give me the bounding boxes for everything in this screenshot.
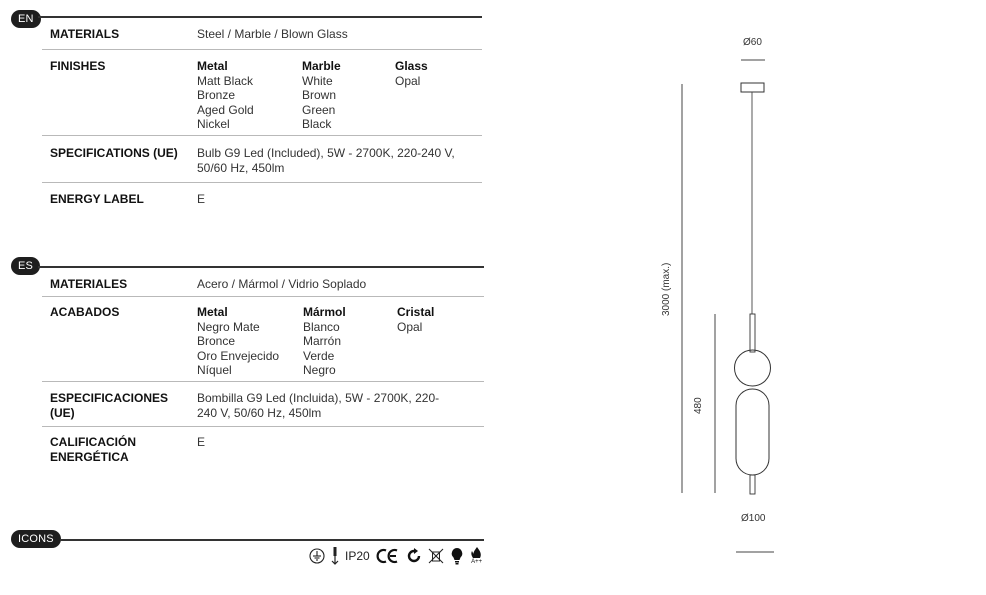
class-one-earth-icon (309, 548, 325, 564)
finish-item: Negro Mate (197, 319, 260, 334)
section-tag-en: EN (11, 10, 41, 28)
section-rule-en (38, 16, 482, 18)
calificacion-value: E (197, 435, 206, 449)
row-divider (42, 135, 482, 136)
finish-head: Marble (302, 59, 341, 73)
finish-item: White (302, 73, 333, 88)
specifications-label: SPECIFICATIONS (UE) (50, 146, 178, 160)
finish-item: Marrón (303, 334, 342, 348)
section-rule-es (38, 266, 484, 268)
row-divider (42, 426, 484, 427)
label-line: ENERGÉTICA (50, 449, 129, 464)
finish-item: Verde (303, 348, 335, 363)
materiales-value: Acero / Mármol / Vidrio Soplado (197, 277, 367, 291)
finish-column-marble (302, 59, 341, 132)
spec-line: 50/60 Hz, 450lm (197, 160, 285, 175)
finish-item: Matt Black (197, 73, 254, 88)
ce-mark-icon (376, 548, 400, 564)
energy-class-icon (470, 547, 484, 565)
acabado-column-marmol (303, 305, 346, 378)
finish-head: Glass (395, 59, 428, 73)
finish-item: Opal (395, 73, 421, 88)
finish-column-metal (197, 59, 254, 132)
weee-bin-icon (428, 548, 444, 564)
especificaciones-label (50, 391, 168, 420)
total-height-label: 3000 (max.) (661, 262, 672, 316)
label-line: (UE) (50, 405, 75, 420)
finish-head: Metal (197, 59, 228, 73)
acabados-label: ACABADOS (50, 305, 120, 319)
section-tag-es: ES (11, 257, 40, 275)
finish-item: Nickel (197, 117, 230, 131)
label-line: ESPECIFICACIONES (50, 391, 169, 405)
row-divider (42, 182, 482, 183)
led-bulb-icon (450, 547, 464, 565)
finish-item: Bronce (197, 334, 236, 348)
especificaciones-value (197, 391, 439, 420)
acabado-column-metal (197, 305, 279, 378)
row-divider (42, 49, 482, 50)
canopy (741, 83, 764, 92)
finish-head: Mármol (303, 305, 346, 319)
spec-line: Bombilla G9 Led (Incluida), 5W - 2700K, 220- (197, 391, 440, 405)
finish-head: Cristal (397, 305, 435, 319)
energy-value: E (197, 192, 206, 206)
row-divider (42, 381, 484, 382)
finish-item: Aged Gold (197, 102, 254, 117)
calificacion-label (50, 435, 136, 464)
label-line: CALIFICACIÓN (50, 435, 136, 449)
section-tag-icons: ICONS (11, 530, 61, 548)
finish-column-glass (395, 59, 428, 88)
recycle-icon (406, 548, 422, 564)
lamp-height-label: 480 (693, 397, 704, 414)
certification-icons (309, 546, 484, 566)
finish-item: Blanco (303, 319, 340, 334)
finish-item: Opal (397, 319, 423, 334)
finish-item: Brown (302, 88, 337, 102)
energy-class-text: A++ (471, 559, 483, 565)
specifications-value (197, 146, 455, 175)
section-rule-icons (60, 539, 484, 541)
energy-label: ENERGY LABEL (50, 192, 144, 206)
spec-line: 240 V, 50/60 Hz, 450lm (197, 405, 322, 420)
ip20-text: IP20 (345, 549, 370, 563)
canopy-diameter-label: Ø60 (743, 37, 762, 48)
finish-item: Negro (303, 363, 336, 377)
glass-sphere (735, 350, 771, 386)
lower-rod (750, 475, 755, 494)
finish-item: Bronze (197, 88, 236, 102)
materiales-label: MATERIALES (50, 277, 128, 291)
finishes-label: FINISHES (50, 59, 106, 73)
finish-head: Metal (197, 305, 228, 319)
spec-line: Bulb G9 Led (Included), 5W - 2700K, 220-240 V, (197, 146, 455, 160)
finish-item: Green (302, 102, 336, 117)
acabado-column-cristal (397, 305, 434, 334)
finish-item: Níquel (197, 363, 232, 377)
finish-item: Oro Envejecido (197, 348, 280, 363)
upper-rod (750, 314, 755, 352)
materials-value: Steel / Marble / Blown Glass (197, 27, 348, 41)
glass-capsule (736, 389, 769, 475)
shade-diameter-label: Ø100 (741, 513, 766, 524)
finish-item: Black (302, 117, 332, 131)
row-divider (42, 296, 484, 297)
dimmable-icon (331, 547, 339, 565)
materials-label: MATERIALS (50, 27, 120, 41)
